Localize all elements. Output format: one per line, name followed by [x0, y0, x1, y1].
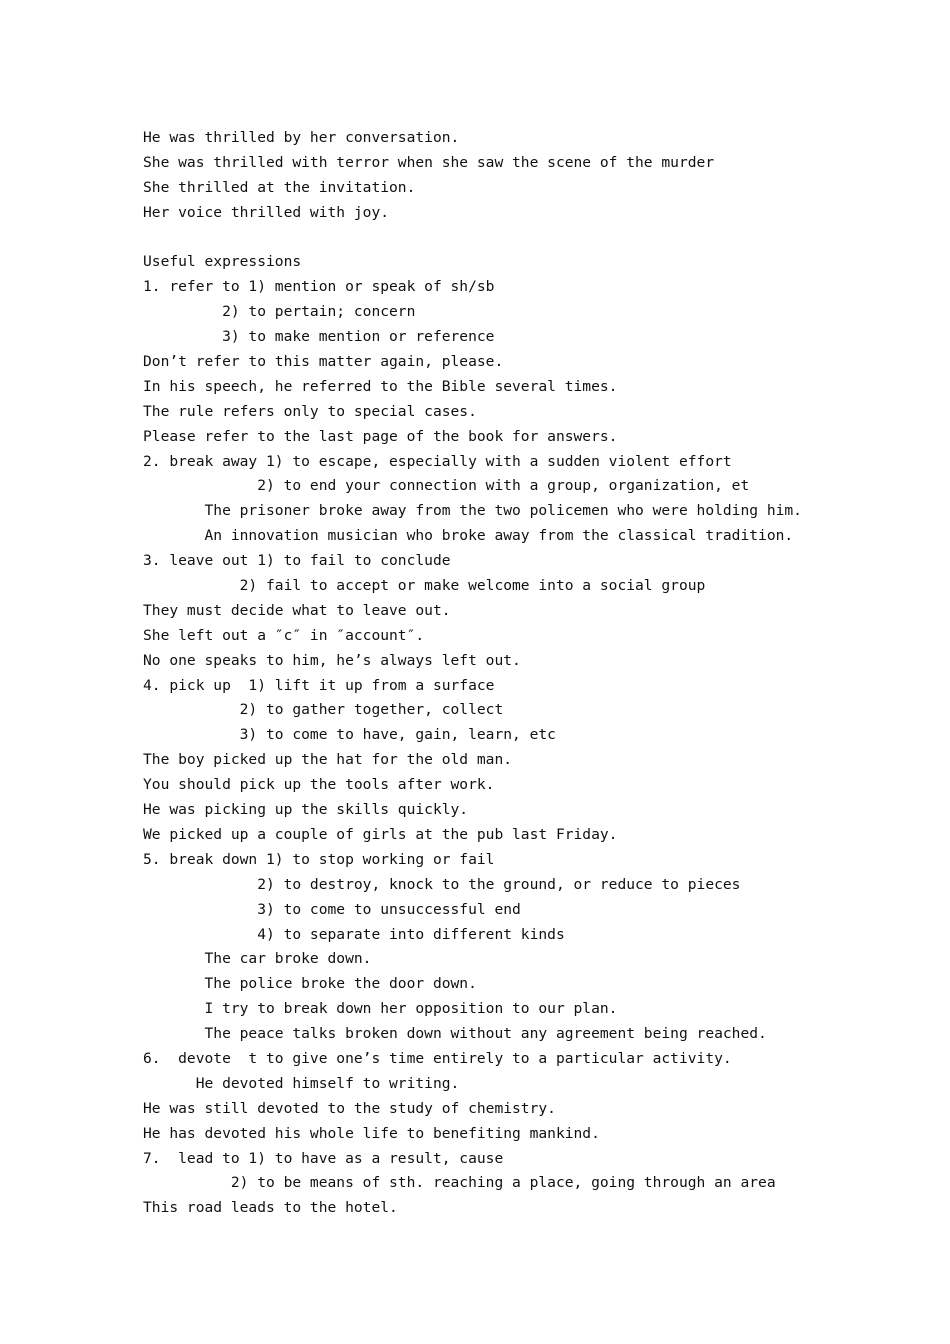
text-line: You should pick up the tools after work.	[143, 776, 495, 794]
text-line: The boy picked up the hat for the old man.	[143, 751, 513, 769]
text-line: 3. leave out 1) to fail to conclude	[143, 552, 451, 570]
text-line: 4. pick up 1) lift it up from a surface	[143, 676, 495, 694]
text-line: 3) to make mention or reference	[143, 328, 495, 346]
text-line: 4) to separate into different kinds	[143, 925, 565, 943]
text-line: 2) fail to accept or make welcome into a social group	[143, 577, 706, 595]
text-line: 7. lead to 1) to have as a result, cause	[143, 1149, 504, 1167]
text-line: No one speaks to him, he’s always left out.	[143, 651, 521, 669]
text-line: 2) to pertain; concern	[143, 303, 416, 321]
text-line: The police broke the door down.	[143, 975, 477, 993]
text-line: 1. refer to 1) mention or speak of sh/sb	[143, 278, 495, 296]
text-line: 2. break away 1) to escape, especially with a sudden violent effort	[143, 452, 732, 470]
text-line: He was still devoted to the study of chemistry.	[143, 1099, 556, 1117]
text-line: 2) to gather together, collect	[143, 701, 504, 719]
text-line: He was picking up the skills quickly.	[143, 801, 469, 819]
blank-line	[143, 226, 923, 251]
text-line: The rule refers only to special cases.	[143, 402, 477, 420]
text-line: 2) to be means of sth. reaching a place, going through an area	[143, 1174, 776, 1192]
text-line: They must decide what to leave out.	[143, 601, 451, 619]
text-line: The prisoner broke away from the two policemen who were holding him.	[143, 502, 802, 520]
text-line: This road leads to the hotel.	[143, 1199, 398, 1217]
text-line: She thrilled at the invitation.	[143, 178, 416, 196]
text-line: She left out a ″c″ in ″account″.	[143, 626, 425, 644]
text-line: 2) to destroy, knock to the ground, or reduce to pieces	[143, 875, 741, 893]
text-line: We picked up a couple of girls at the pub last Friday.	[143, 825, 618, 843]
text-line: Please refer to the last page of the book for answers.	[143, 427, 618, 445]
text-line: 2) to end your connection with a group, organization, et	[143, 477, 750, 495]
text-line: He was thrilled by her conversation.	[143, 129, 460, 146]
text-line: Her voice thrilled with joy.	[143, 203, 390, 221]
text-line: He devoted himself to writing.	[143, 1074, 460, 1092]
text-line: 6. devote t to give one’s time entirely to a particular activity.	[143, 1049, 732, 1067]
text-body	[143, 126, 923, 1221]
text-line: The peace talks broken down without any agreement being reached.	[143, 1025, 767, 1043]
text-line: An innovation musician who broke away from the classical tradition.	[143, 527, 794, 545]
text-line: The car broke down.	[143, 950, 372, 968]
text-line: 3) to come to unsuccessful end	[143, 900, 521, 918]
section-heading: Useful expressions	[143, 253, 302, 271]
text-line: She was thrilled with terror when she saw the scene of the murder	[143, 153, 715, 171]
text-line: He has devoted his whole life to benefiting mankind.	[143, 1124, 600, 1142]
text-line: 5. break down 1) to stop working or fail	[143, 850, 495, 868]
text-line: Don’t refer to this matter again, please.	[143, 353, 504, 371]
text-line: I try to break down her opposition to our plan.	[143, 1000, 618, 1018]
text-line: In his speech, he referred to the Bible several times.	[143, 377, 618, 395]
text-line: 3) to come to have, gain, learn, etc	[143, 726, 556, 744]
